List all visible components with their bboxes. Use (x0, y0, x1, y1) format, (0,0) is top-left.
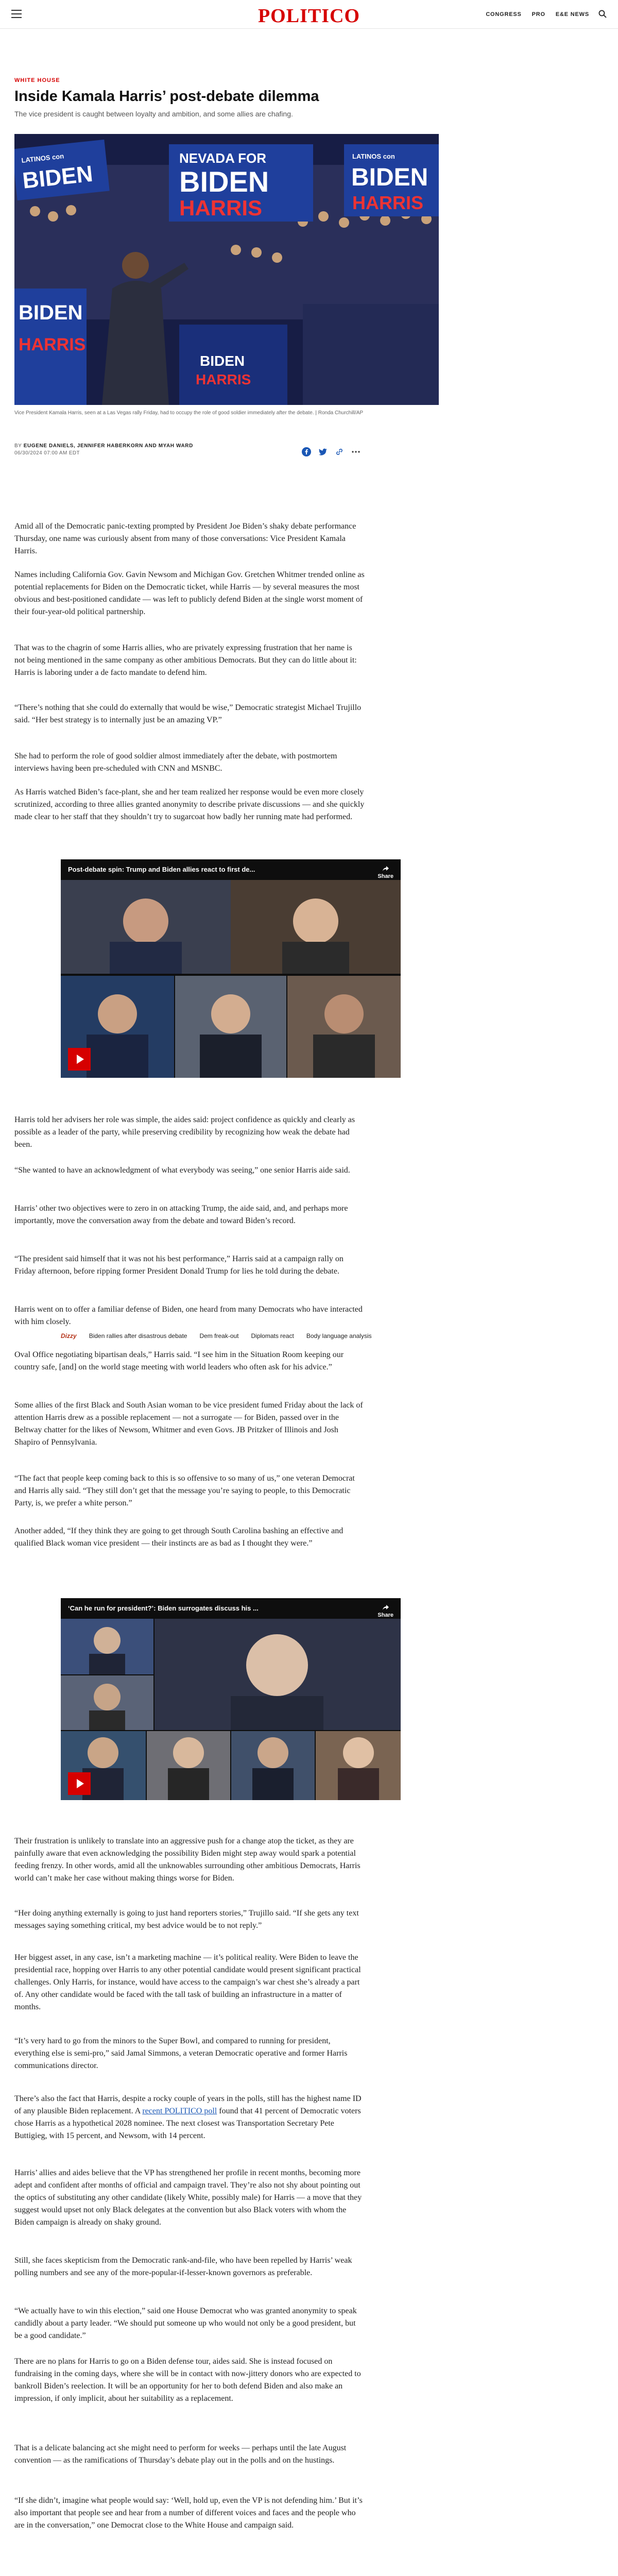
article-paragraph: Her biggest asset, in any case, isn’t a marketing machine — it’s political reality. Were Biden to leave the presidential race, hopping over Harris to any other potential candidate would present significant practical challenges. Only Harris, for instance, would have access to the campaign’s war chest she’s already a part of. Any other candidate would be faced with the tall task of building an infrastructure in a matter of months. (14, 1953, 361, 2011)
nav-ee-news[interactable]: E&E NEWS (555, 11, 589, 18)
twitter-icon[interactable] (318, 447, 328, 456)
article-dek: The vice president is caught between loyalty and ambition, and some allies are chafing. (14, 110, 293, 118)
article-paragraph: “It’s very hard to go from the minors to the Super Bowl, and compared to running for president, everything else is semi-pro,” said Jamal Simmons, a veteran Democratic operative and former Harris communications director. (14, 2037, 348, 2070)
article-paragraph: “The fact that people keep coming back to this is so offensive to so many of us,” one veteran Democrat and Harris ally said. “They still don’t get that the message you’re saying to people, to this Democratic Party, is, we prefer a white person.” (14, 1474, 355, 1507)
svg-text:LATINOS con: LATINOS con (352, 152, 395, 160)
svg-text:HARRIS: HARRIS (352, 192, 424, 213)
article-paragraph: “Her doing anything externally is going to just hand reporters stories,” Trujillo said. “If she gets any text messages saying something critical, my best advice would be to not reply.” (14, 1909, 359, 1930)
facebook-icon[interactable] (302, 447, 311, 456)
article-paragraph: She had to perform the role of good soldier almost immediately after the debate, with postmortem interviews having been pre-scheduled with CNN and MSNBC. (14, 752, 337, 773)
share-arrow-icon (382, 1604, 389, 1611)
podium (179, 325, 287, 405)
svg-text:HARRIS: HARRIS (196, 371, 251, 387)
campaign-sign-left (14, 140, 110, 200)
article-paragraph: “She wanted to have an acknowledgment of what everybody was seeing,” one senior Harris aide said. (14, 1166, 350, 1175)
related-brand: Dizzy (61, 1332, 77, 1340)
svg-text:BIDEN: BIDEN (21, 161, 94, 194)
article-paragraph: Some allies of the first Black and South Asian woman to be vice president fumed Friday about the lack of attention Harris drew as a possible replacement — not a surrogate — for Biden, passed over in the Beltway chatter for the likes of Newsom, Whitmer and even Govs. JB Pritzker of Illinois and Josh Shapiro of Pennsylvania. (14, 1401, 363, 1447)
nav-pro[interactable]: PRO (531, 11, 545, 18)
article-paragraph (14, 2093, 365, 2142)
svg-text:BIDEN: BIDEN (200, 353, 245, 369)
article-paragraph: As Harris watched Biden’s face-plant, she and her team realized her response would be even more closely scrutinized, according to three allies granted anonymity to describe private discussions — and she quickly made clear to her staff that they shouldn’t try to sugarcoat how badly her running mate had performed. (14, 788, 365, 821)
top-nav (486, 11, 589, 18)
video-share-label: Share (377, 873, 393, 879)
play-icon[interactable] (68, 1048, 91, 1071)
svg-text:BIDEN: BIDEN (179, 165, 269, 198)
article-paragraph: Harris went on to offer a familiar defense of Biden, one heard from many Democrats who have interacted with him closely. (14, 1305, 363, 1326)
article-header (14, 77, 439, 118)
svg-text:BIDEN: BIDEN (351, 164, 428, 191)
hero-photo (14, 134, 439, 405)
related-coverage-strip (61, 1328, 421, 1344)
byline-authors[interactable]: EUGENE DANIELS, JENNIFER HABERKORN AND MYAH WARD (23, 443, 193, 449)
byline-prefix: BY (14, 443, 22, 449)
site-header (0, 0, 618, 29)
nav-congress[interactable]: CONGRESS (486, 11, 522, 18)
related-item[interactable]: Dem freak-out (199, 1332, 239, 1340)
poll-text-after: found that 41 percent of Democratic voters chose Harris as a hypothetical 2028 nominee. The next closest was Transportation Secretary Pete Buttigieg, with 15 percent, and Newsom, with 14 percent. (14, 2107, 361, 2140)
share-bar (302, 447, 360, 456)
svg-text:HARRIS: HARRIS (19, 335, 86, 354)
related-item[interactable]: Diplomats react (251, 1332, 294, 1340)
section-kicker[interactable]: WHITE HOUSE (14, 77, 60, 83)
link-icon[interactable] (335, 447, 344, 456)
video-player[interactable] (61, 859, 401, 1078)
video-share-button[interactable] (377, 866, 393, 879)
search-icon[interactable] (598, 10, 607, 18)
byline (14, 443, 262, 449)
article-paragraph: Harris told her advisers her role was simple, the aides said: project confidence as quickly and clearly as possible as a leader of the party, while preserving credibility by recognizing how weak the debate had been. (14, 1115, 355, 1149)
article-paragraph: “If she didn’t, imagine what people would say: ‘Well, hold up, even the VP is not defending him.’ But it’s also important that people see and hear from a number of different voices and faces and the people who are in the conversation,” one Democrat close to the White House and campaign said. (14, 2496, 363, 2530)
article-paragraph: Still, she faces skepticism from the Democratic rank-and-file, who have been repelled by Harris’ weak polling numbers and see any of the more-popular-if-lesser-known governors as preferable. (14, 2256, 352, 2277)
more-icon[interactable] (351, 447, 360, 456)
article-paragraph: “The president said himself that it was not his best performance,” Harris said at a campaign rally on Friday afternoon, before ripping former President Donald Trump for lies he told during the debate. (14, 1255, 344, 1276)
article-paragraph: Harris’ other two objectives were to zero in on attacking Trump, the aide said, and, and perhaps more importantly, move the conversation away from the debate and toward Biden’s record. (14, 1204, 348, 1225)
video-player[interactable] (61, 1598, 401, 1800)
campaign-sign-center (169, 144, 313, 222)
related-item[interactable]: Body language analysis (306, 1332, 372, 1340)
video-title: ‘Can he run for president?’: Biden surrogates discuss his ... (68, 1604, 259, 1612)
svg-text:BIDEN: BIDEN (19, 301, 83, 324)
article-paragraph: That was to the chagrin of some Harris allies, who are privately expressing frustration that her name is not being mentioned in the same company as other ambitious Democrats. But they can do little about it: Harris is laboring under a de facto mandate to defend him. (14, 643, 357, 677)
article-paragraph: Another added, “If they think they are going to get through South Carolina bashing an effective and qualified Black woman vice president — their instincts are as bad as I thought they were.” (14, 1527, 344, 1548)
video-share-button[interactable] (377, 1604, 393, 1618)
video-title: Post-debate spin: Trump and Biden allies react to first de... (68, 866, 255, 873)
svg-text:HARRIS: HARRIS (179, 196, 263, 220)
campaign-sign-right (344, 144, 439, 216)
svg-text:LATINOS con: LATINOS con (21, 152, 64, 164)
play-icon[interactable] (68, 1772, 91, 1795)
campaign-sign-bottom-left (14, 289, 87, 405)
article-paragraph: Their frustration is unlikely to translate into an aggressive push for a change atop the ticket, as they are painfully aware that even acknowledging the possibility Biden might step away would spark a potential feeding frenzy. In other words, amid all the unknowables surrounding other ambitious Democrats, Harris world can’t make her case without making things worse for Biden. (14, 1837, 360, 1883)
article-paragraph: Amid all of the Democratic panic-texting prompted by President Joe Biden’s shaky debate performance Thursday, one name was curiously absent from many of those conversations: Vice President Kamala Harris. (14, 522, 356, 555)
politico-logo[interactable]: POLITICO (258, 5, 360, 27)
article-paragraph: There are no plans for Harris to go on a Biden defense tour, aides said. She is instead focused on fundraising in the coming days, where she will be in contact with now-jittery donors who are expected to bankroll Biden’s reelection. It will be an opportunity for her to both defend Biden and also make an impression, if only implicit, about her suitability as a replacement. (14, 2357, 361, 2403)
svg-text:NEVADA FOR: NEVADA FOR (179, 150, 266, 166)
related-item[interactable]: Biden rallies after disastrous debate (89, 1332, 187, 1340)
video-share-label: Share (377, 1612, 393, 1618)
article-headline: Inside Kamala Harris’ post-debate dilemma (14, 88, 319, 105)
article-paragraph: “There’s nothing that she could do externally that would be wise,” Democratic strategist Michael Trujillo said. “Her best strategy is to internally just be an amazing VP.” (14, 703, 362, 724)
article-paragraph: Names including California Gov. Gavin Newsom and Michigan Gov. Gretchen Whitmer trended online as potential replacements for Biden on the Democratic ticket, while Harris — by several measures the most obvious and best-positioned candidate — was left to publicly defend Biden at the single worst moment of their four-year-old political partnership. (14, 570, 365, 616)
article-paragraph: Harris’ allies and aides believe that the VP has strengthened her profile in recent months, becoming more adept and confident after months of official and campaign travel. They’re also not shy about pointing out the optics of substituting any other candidate (likely White, possibly male) for Harris — a move that they suggest would upset not only Black delegates at the convention but also Black voters with whom the Biden campaign is already on shaky ground. (14, 2168, 362, 2227)
article-paragraph: Oval Office negotiating bipartisan deals,” Harris said. “I see him in the Situation Room keeping our country safe, [and] on the world stage meeting with world leaders who often ask for his advice.” (14, 1350, 344, 1371)
share-arrow-icon (382, 866, 389, 872)
publish-date: 06/30/2024 07:00 AM EDT (14, 450, 80, 456)
poll-text-before: There’s also the fact that Harris, despite a rocky couple of years in the polls, still has the highest name ID of any plausible Biden replacement. A (14, 2094, 362, 2115)
photo-caption: Vice President Kamala Harris, seen at a Las Vegas rally Friday, had to occupy the role of good soldier immediately after the debate. | Ronda Churchill/AP (14, 410, 364, 416)
poll-link[interactable]: recent POLITICO poll (142, 2107, 217, 2115)
article-paragraph: “We actually have to win this election,” said one House Democrat who was granted anonymity to speak candidly about a party leader. “We should put someone up who would not only be a good president, but be a good candidate.” (14, 2307, 357, 2340)
article-paragraph: That is a delicate balancing act she might need to perform for weeks — perhaps until the late August convention — as the ramifications of Thursday’s debate play out in the polls and on the hustings. (14, 2444, 347, 2465)
